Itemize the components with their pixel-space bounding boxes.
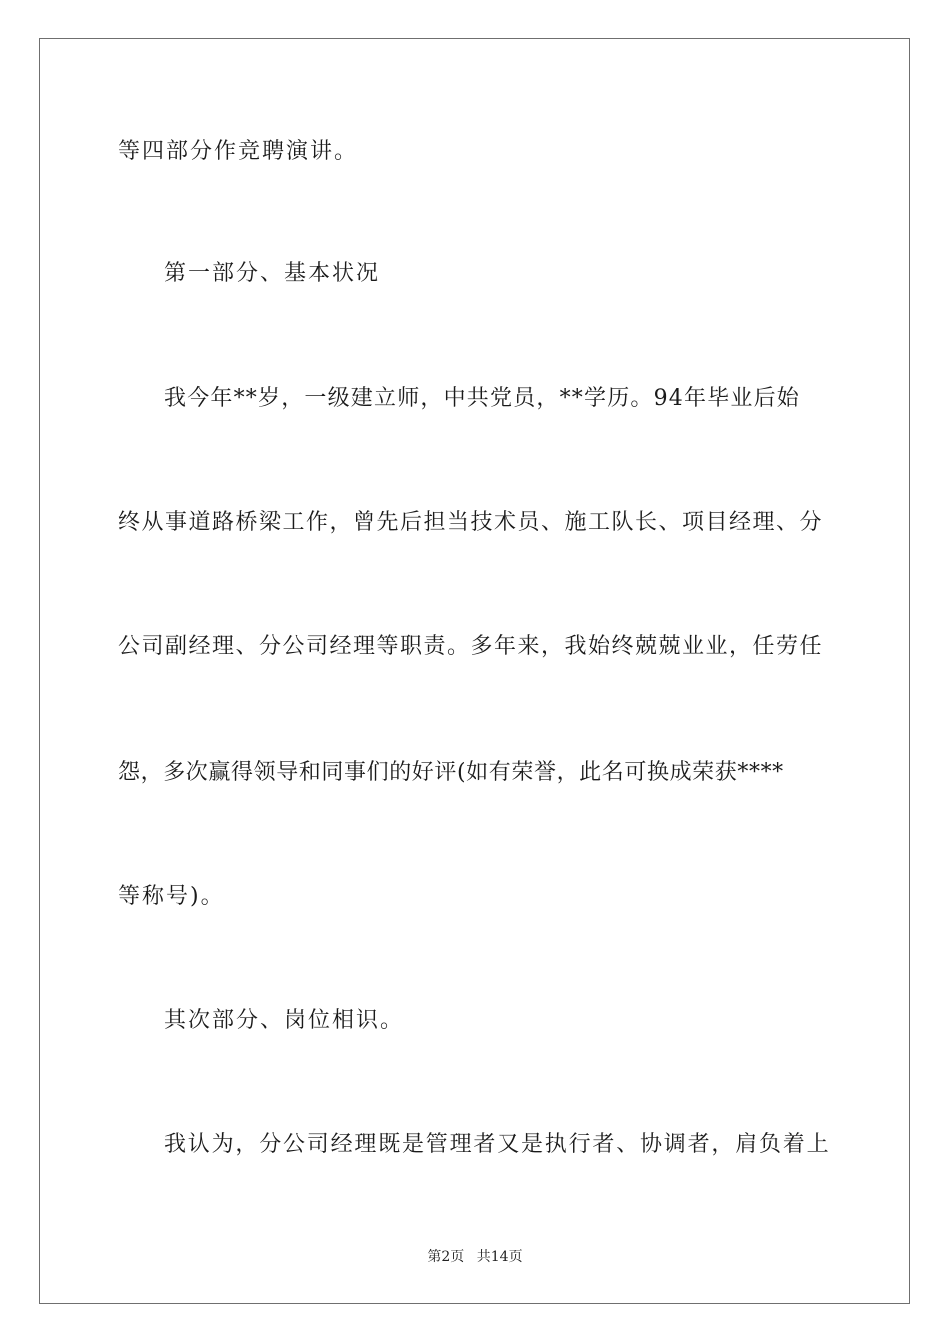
section-heading: 第一部分、基本状况 — [164, 261, 381, 286]
section-heading: 其次部分、岗位相识。 — [164, 1008, 405, 1033]
paragraph-line: 我认为，分公司经理既是管理者又是执行者、协调者，肩负着上 — [164, 1132, 831, 1157]
paragraph-line: 终从事道路桥梁工作，曾先后担当技术员、施工队长、项目经理、分 — [118, 510, 824, 535]
paragraph-line: 等称号)。 — [118, 884, 225, 909]
page-footer — [0, 1248, 950, 1266]
paragraph-line: 怨，多次赢得领导和同事们的好评(如有荣誉，此名可换成荣获**** — [118, 760, 784, 785]
page-total: 共14页 — [476, 1249, 523, 1265]
paragraph-line: 公司副经理、分公司经理等职责。多年来，我始终兢兢业业，任劳任 — [118, 634, 824, 659]
page-number: 第2页 — [427, 1249, 465, 1265]
page-border — [39, 38, 910, 1304]
paragraph-line: 等四部分作竞聘演讲。 — [118, 139, 359, 164]
paragraph-line: 我今年**岁，一级建立师，中共党员，**学历。94年毕业后始 — [164, 386, 800, 411]
